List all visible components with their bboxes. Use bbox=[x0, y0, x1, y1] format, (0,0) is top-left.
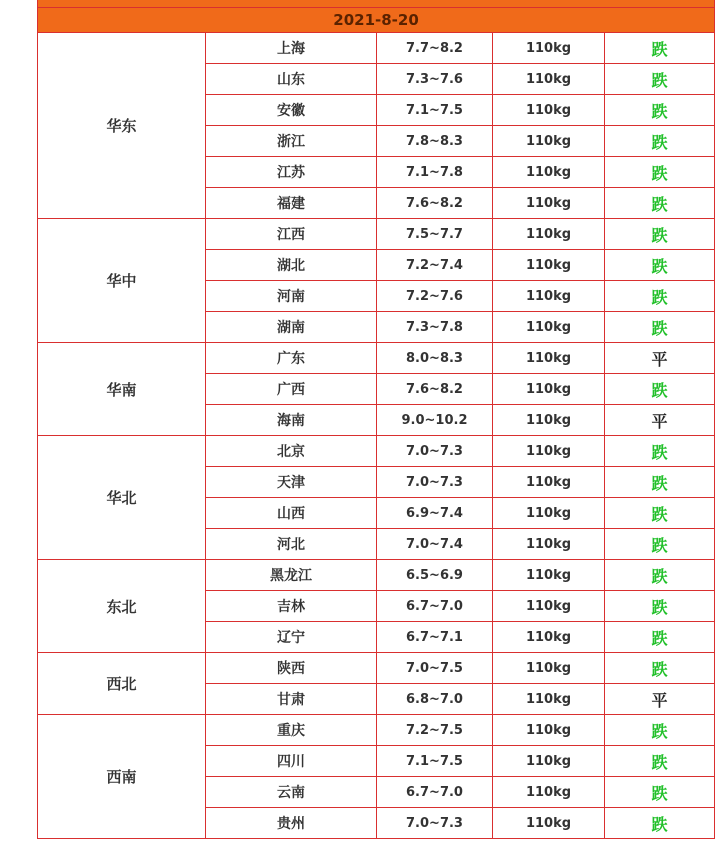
price-range-cell: 6.7~7.1 bbox=[377, 622, 493, 653]
weight-cell: 110kg bbox=[493, 808, 605, 839]
header-strip-cell bbox=[38, 0, 715, 8]
price-table-container bbox=[37, 0, 714, 839]
region-cell: 西北 bbox=[38, 653, 206, 715]
weight-cell: 110kg bbox=[493, 374, 605, 405]
province-cell: 黑龙江 bbox=[206, 560, 377, 591]
region-cell: 华南 bbox=[38, 343, 206, 436]
weight-cell: 110kg bbox=[493, 312, 605, 343]
trend-cell: 跌 bbox=[605, 436, 715, 467]
weight-cell: 110kg bbox=[493, 498, 605, 529]
date-row bbox=[38, 8, 715, 33]
trend-cell: 跌 bbox=[605, 529, 715, 560]
weight-cell: 110kg bbox=[493, 684, 605, 715]
trend-cell: 跌 bbox=[605, 312, 715, 343]
weight-cell: 110kg bbox=[493, 188, 605, 219]
trend-cell: 跌 bbox=[605, 250, 715, 281]
trend-cell: 跌 bbox=[605, 777, 715, 808]
price-range-cell: 7.1~7.8 bbox=[377, 157, 493, 188]
price-range-cell: 7.1~7.5 bbox=[377, 95, 493, 126]
header-strip bbox=[38, 0, 715, 8]
table-row bbox=[38, 560, 715, 591]
price-range-cell: 6.9~7.4 bbox=[377, 498, 493, 529]
trend-cell: 跌 bbox=[605, 622, 715, 653]
trend-cell: 跌 bbox=[605, 808, 715, 839]
weight-cell: 110kg bbox=[493, 64, 605, 95]
province-cell: 浙江 bbox=[206, 126, 377, 157]
weight-cell: 110kg bbox=[493, 250, 605, 281]
weight-cell: 110kg bbox=[493, 405, 605, 436]
weight-cell: 110kg bbox=[493, 746, 605, 777]
price-range-cell: 7.6~8.2 bbox=[377, 188, 493, 219]
weight-cell: 110kg bbox=[493, 219, 605, 250]
region-cell: 华中 bbox=[38, 219, 206, 343]
table-row bbox=[38, 436, 715, 467]
price-range-cell: 8.0~8.3 bbox=[377, 343, 493, 374]
trend-cell: 跌 bbox=[605, 64, 715, 95]
province-cell: 天津 bbox=[206, 467, 377, 498]
price-range-cell: 6.7~7.0 bbox=[377, 777, 493, 808]
price-range-cell: 7.3~7.6 bbox=[377, 64, 493, 95]
price-range-cell: 7.6~8.2 bbox=[377, 374, 493, 405]
table-body bbox=[38, 0, 715, 839]
price-range-cell: 9.0~10.2 bbox=[377, 405, 493, 436]
trend-cell: 跌 bbox=[605, 715, 715, 746]
region-cell: 西南 bbox=[38, 715, 206, 839]
weight-cell: 110kg bbox=[493, 560, 605, 591]
table-row bbox=[38, 343, 715, 374]
trend-cell: 跌 bbox=[605, 188, 715, 219]
province-cell: 云南 bbox=[206, 777, 377, 808]
province-cell: 北京 bbox=[206, 436, 377, 467]
weight-cell: 110kg bbox=[493, 33, 605, 64]
province-cell: 福建 bbox=[206, 188, 377, 219]
table-row bbox=[38, 715, 715, 746]
trend-cell: 跌 bbox=[605, 126, 715, 157]
price-range-cell: 7.2~7.5 bbox=[377, 715, 493, 746]
trend-cell: 跌 bbox=[605, 467, 715, 498]
price-range-cell: 7.7~8.2 bbox=[377, 33, 493, 64]
table-row bbox=[38, 219, 715, 250]
hog-price-table bbox=[37, 0, 715, 839]
date-cell: 2021-8-20 bbox=[38, 8, 715, 33]
province-cell: 贵州 bbox=[206, 808, 377, 839]
province-cell: 吉林 bbox=[206, 591, 377, 622]
region-cell: 东北 bbox=[38, 560, 206, 653]
weight-cell: 110kg bbox=[493, 157, 605, 188]
trend-cell: 跌 bbox=[605, 498, 715, 529]
weight-cell: 110kg bbox=[493, 591, 605, 622]
province-cell: 海南 bbox=[206, 405, 377, 436]
province-cell: 湖南 bbox=[206, 312, 377, 343]
trend-cell: 跌 bbox=[605, 560, 715, 591]
trend-cell: 平 bbox=[605, 405, 715, 436]
price-range-cell: 6.5~6.9 bbox=[377, 560, 493, 591]
price-range-cell: 7.3~7.8 bbox=[377, 312, 493, 343]
price-range-cell: 6.8~7.0 bbox=[377, 684, 493, 715]
province-cell: 广东 bbox=[206, 343, 377, 374]
price-range-cell: 7.0~7.4 bbox=[377, 529, 493, 560]
trend-cell: 跌 bbox=[605, 95, 715, 126]
price-range-cell: 7.0~7.3 bbox=[377, 436, 493, 467]
province-cell: 河南 bbox=[206, 281, 377, 312]
region-cell: 华北 bbox=[38, 436, 206, 560]
weight-cell: 110kg bbox=[493, 126, 605, 157]
price-range-cell: 6.7~7.0 bbox=[377, 591, 493, 622]
weight-cell: 110kg bbox=[493, 715, 605, 746]
region-cell: 华东 bbox=[38, 33, 206, 219]
trend-cell: 跌 bbox=[605, 281, 715, 312]
price-range-cell: 7.0~7.3 bbox=[377, 467, 493, 498]
price-range-cell: 7.8~8.3 bbox=[377, 126, 493, 157]
province-cell: 广西 bbox=[206, 374, 377, 405]
province-cell: 甘肃 bbox=[206, 684, 377, 715]
price-range-cell: 7.1~7.5 bbox=[377, 746, 493, 777]
province-cell: 河北 bbox=[206, 529, 377, 560]
table-row bbox=[38, 33, 715, 64]
province-cell: 四川 bbox=[206, 746, 377, 777]
province-cell: 山东 bbox=[206, 64, 377, 95]
trend-cell: 平 bbox=[605, 343, 715, 374]
trend-cell: 跌 bbox=[605, 591, 715, 622]
province-cell: 安徽 bbox=[206, 95, 377, 126]
weight-cell: 110kg bbox=[493, 436, 605, 467]
trend-cell: 跌 bbox=[605, 653, 715, 684]
province-cell: 湖北 bbox=[206, 250, 377, 281]
table-row bbox=[38, 653, 715, 684]
province-cell: 辽宁 bbox=[206, 622, 377, 653]
weight-cell: 110kg bbox=[493, 343, 605, 374]
weight-cell: 110kg bbox=[493, 467, 605, 498]
price-range-cell: 7.2~7.4 bbox=[377, 250, 493, 281]
province-cell: 上海 bbox=[206, 33, 377, 64]
price-range-cell: 7.0~7.3 bbox=[377, 808, 493, 839]
price-range-cell: 7.2~7.6 bbox=[377, 281, 493, 312]
province-cell: 江西 bbox=[206, 219, 377, 250]
trend-cell: 跌 bbox=[605, 33, 715, 64]
price-range-cell: 7.0~7.5 bbox=[377, 653, 493, 684]
province-cell: 山西 bbox=[206, 498, 377, 529]
province-cell: 陕西 bbox=[206, 653, 377, 684]
price-range-cell: 7.5~7.7 bbox=[377, 219, 493, 250]
weight-cell: 110kg bbox=[493, 653, 605, 684]
weight-cell: 110kg bbox=[493, 622, 605, 653]
weight-cell: 110kg bbox=[493, 777, 605, 808]
weight-cell: 110kg bbox=[493, 95, 605, 126]
trend-cell: 跌 bbox=[605, 219, 715, 250]
trend-cell: 跌 bbox=[605, 374, 715, 405]
weight-cell: 110kg bbox=[493, 529, 605, 560]
trend-cell: 平 bbox=[605, 684, 715, 715]
trend-cell: 跌 bbox=[605, 157, 715, 188]
weight-cell: 110kg bbox=[493, 281, 605, 312]
trend-cell: 跌 bbox=[605, 746, 715, 777]
province-cell: 重庆 bbox=[206, 715, 377, 746]
province-cell: 江苏 bbox=[206, 157, 377, 188]
